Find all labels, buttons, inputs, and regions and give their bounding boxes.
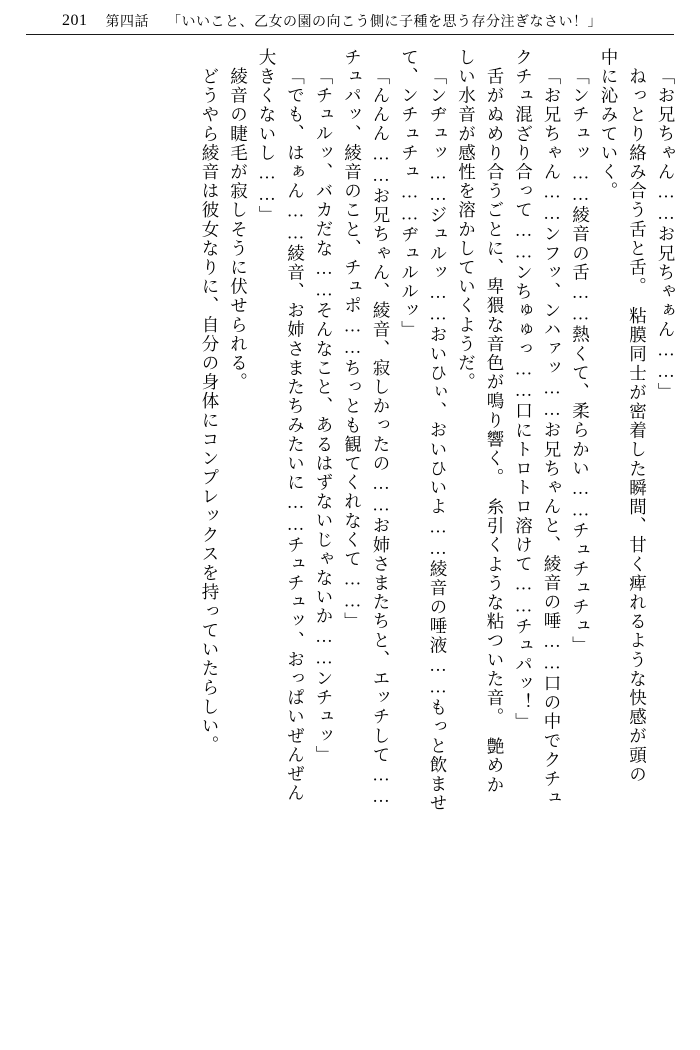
text-column: 「チュルッ、バカだな……そんなこと、あるはずないじゃないか……ンチュッ」 [314, 67, 334, 765]
chapter-label: 第四話 [105, 15, 149, 30]
text-column: チュパッ、綾音のこと、チュポ……ちっとも観てくれなくて……」 [342, 48, 363, 631]
body-text [26, 48, 674, 1032]
chapter-title: 「いいこと、乙女の園の向こう側に子種を思う存分注ぎなさい！」 [167, 15, 602, 30]
text-column: どうやら綾音は彼女なりに、自分の身体にコンプレックスを持っていたらしい。 [200, 48, 220, 755]
text-column: て、ンチュチュ……ヂュルルッ」 [399, 48, 420, 340]
text-column: 「お兄ちゃん……ンフッ、ンハァッ……お兄ちゃんと、綾音の唾……口の中でクチュ [542, 67, 562, 808]
text-column: 大きくないし……」 [257, 48, 277, 225]
page-header [26, 8, 674, 34]
text-column: 「ンチュッ……綾音の舌……熱くて、柔らかい……チュチュチュ」 [570, 67, 591, 655]
header-divider [26, 34, 674, 35]
text-column: 綾音の睫毛が寂しそうに伏せられる。 [228, 48, 249, 392]
text-column: ねっとり絡み合う舌と舌。 粘膜同士が密着した瞬間、甘く痺れるような快感が頭の [627, 48, 648, 785]
text-column: 中に沁みていく。 [599, 48, 619, 201]
text-column: しい水音が感性を溶かしていくようだ。 [456, 48, 477, 392]
text-column: 「でも、はぁん……綾音、お姉さまたちみたいに……チュチュッ、おっぱいぜんぜん [285, 67, 306, 803]
page-number: 201 [62, 12, 88, 29]
text-column: クチュ混ざり合って……ンちゅゅっ……口にトロトロ溶けて……チュパッ！」 [513, 48, 534, 732]
text-column: 舌がぬめり合うごとに、卑猥な音色が鳴り響く。 糸引くような粘ついた音。 艶めか [485, 48, 505, 795]
text-column: 「ンヂュッ……ジュルッ……おいひぃ、おいひいよ……綾音の唾液……もっと飲ませ [428, 67, 448, 813]
text-column: 「んんん……お兄ちゃん、綾音、寂しかったの……お姉さまたちと、エッチして…… [371, 67, 391, 808]
text-column: 「お兄ちゃん……お兄ちゃぁん……」 [656, 67, 676, 402]
